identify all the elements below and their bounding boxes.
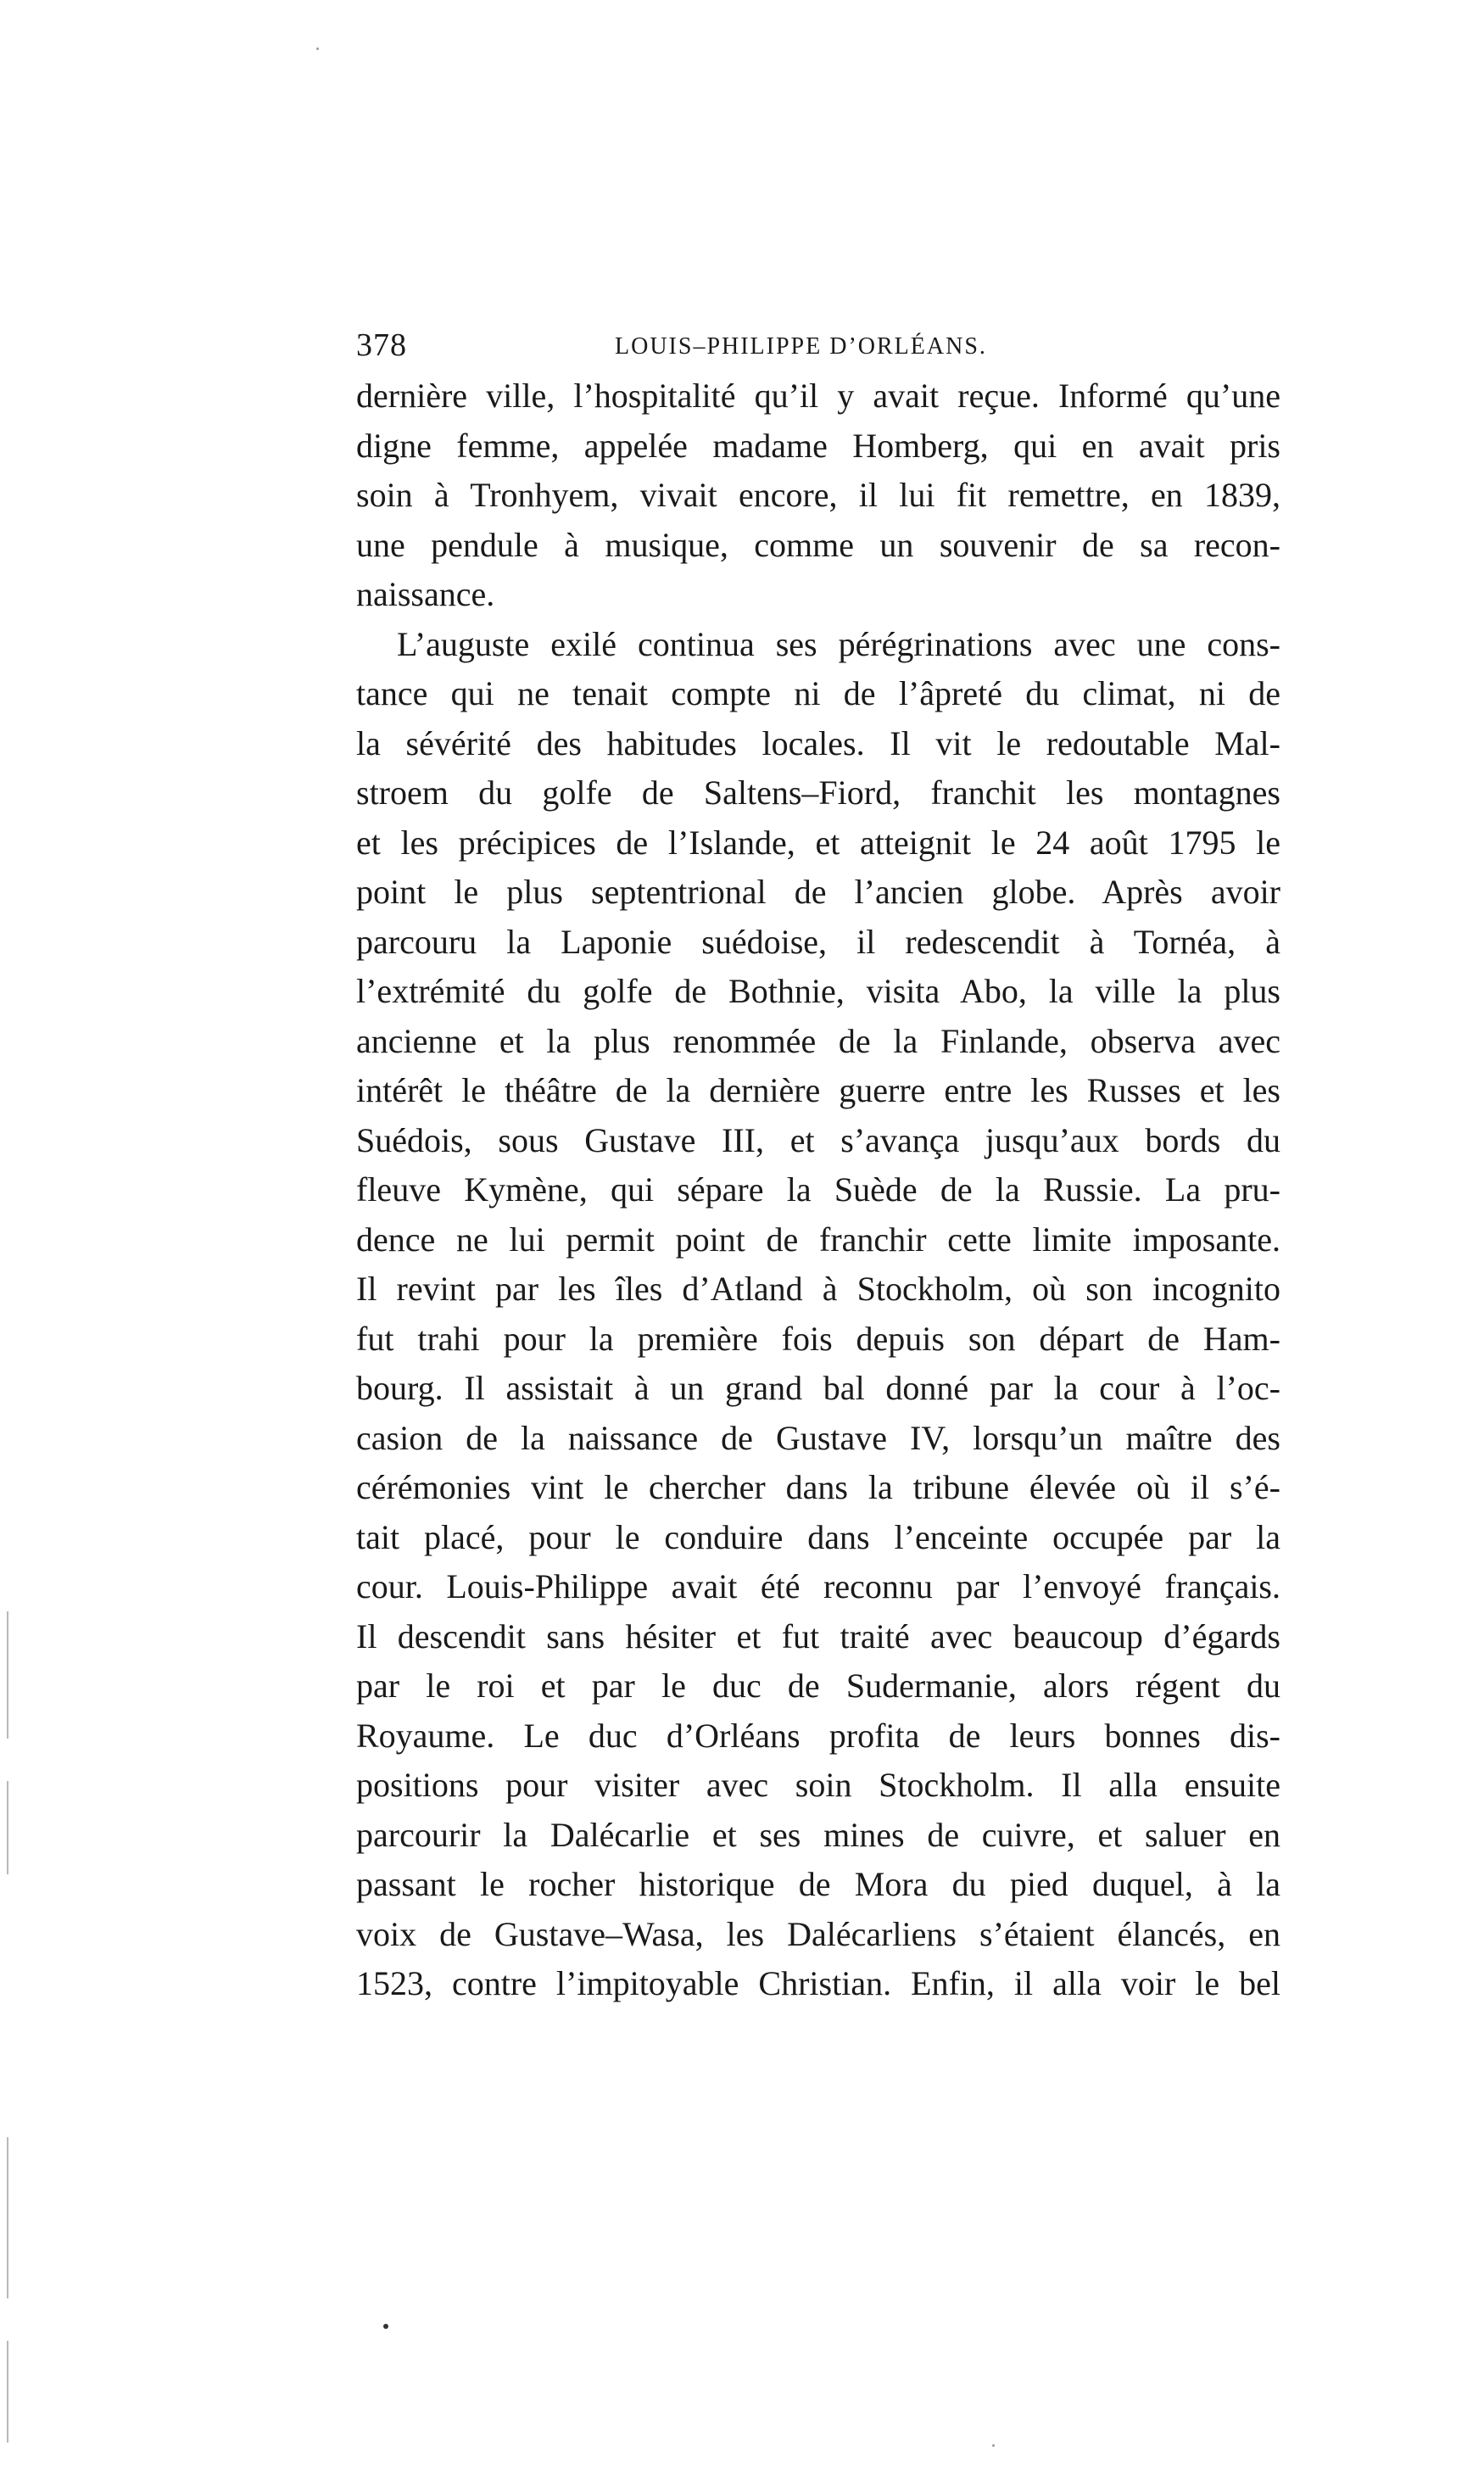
text-line: la sévérité des habitudes locales. Il vit le redoutable Mal- <box>356 723 1280 762</box>
text-line: dernière ville, l’hospitalité qu’il y avait reçue. Informé qu’une <box>356 377 1280 415</box>
text-line: tait placé, pour le conduire dans l’enceinte occupée par la <box>356 1517 1280 1556</box>
scan-speck <box>992 2444 995 2447</box>
text-line: fleuve Kymène, qui sépare la Suède de la Russie. La pru- <box>356 1170 1280 1209</box>
text-line: tance qui ne tenait compte ni de l’âpreté du climat, ni de <box>356 674 1280 712</box>
text-line: positions pour visiter avec soin Stockholm. Il alla ensuite <box>356 1766 1280 1804</box>
text-line: et les précipices de l’Islande, et atteignit le 24 août 1795 le <box>356 823 1280 862</box>
text-line: l’extrémité du golfe de Bothnie, visita Abo, la ville la plus <box>356 972 1280 1010</box>
text-line: bourg. Il assistait à un grand bal donné par la cour à l’oc- <box>356 1369 1280 1407</box>
text-line: casion de la naissance de Gustave IV, lorsqu’un maître des <box>356 1418 1280 1457</box>
scan-edge-line <box>7 2137 8 2298</box>
text-line: une pendule à musique, comme un souvenir de sa recon- <box>356 525 1280 564</box>
scan-edge-line <box>7 1781 8 1874</box>
scan-speck <box>316 47 319 50</box>
text-line: L’auguste exilé continua ses pérégrinations avec une cons- <box>397 624 1280 663</box>
text-line: digne femme, appelée madame Homberg, qui en avait pris <box>356 426 1280 465</box>
text-line: fut trahi pour la première fois depuis son départ de Ham- <box>356 1319 1280 1358</box>
text-line: Il descendit sans hésiter et fut traité avec beaucoup d’égards <box>356 1616 1280 1655</box>
text-line: ancienne et la plus renommée de la Finlande, observa avec <box>356 1021 1280 1060</box>
text-line: soin à Tronhyem, vivait encore, il lui fit remettre, en 1839, <box>356 476 1280 514</box>
text-line: Royaume. Le duc d’Orléans profita de leurs bonnes dis- <box>356 1716 1280 1755</box>
body-text <box>356 371 1280 2009</box>
text-line: voix de Gustave–Wasa, les Dalécarliens s’étaient élancés, en <box>356 1914 1280 1953</box>
text-line: point le plus septentrional de l’ancien globe. Après avoir <box>356 873 1280 911</box>
text-line: parcourir la Dalécarlie et ses mines de cuivre, et saluer en <box>356 1815 1280 1854</box>
text-line: Suédois, sous Gustave III, et s’avança jusqu’aux bords du <box>356 1120 1280 1159</box>
text-line: Il revint par les îles d’Atland à Stockholm, où son incognito <box>356 1270 1280 1308</box>
running-title: LOUIS–PHILIPPE D’ORLÉANS. <box>615 333 987 360</box>
page-number: 378 <box>356 327 407 363</box>
text-line: dence ne lui permit point de franchir cette limite imposante. <box>356 1220 1280 1259</box>
scan-speck <box>383 2324 388 2329</box>
text-line: parcouru la Laponie suédoise, il redescendit à Tornéa, à <box>356 922 1280 961</box>
text-line: stroem du golfe de Saltens–Fiord, franchit les montagnes <box>356 773 1280 812</box>
running-head <box>356 327 1280 371</box>
text-line: naissance. <box>356 575 495 613</box>
scan-edge-line <box>7 1611 8 1739</box>
text-line: passant le rocher historique de Mora du pied duquel, à la <box>356 1865 1280 1903</box>
text-line: par le roi et par le duc de Sudermanie, alors régent du <box>356 1667 1280 1705</box>
text-line: cérémonies vint le chercher dans la tribune élevée où il s’é- <box>356 1468 1280 1506</box>
text-line: 1523, contre l’impitoyable Christian. Enfin, il alla voir le bel <box>356 1964 1280 2002</box>
text-line: intérêt le théâtre de la dernière guerre entre les Russes et les <box>356 1071 1280 1109</box>
scan-edge-line <box>7 2341 8 2443</box>
text-line: cour. Louis-Philippe avait été reconnu par l’envoyé français. <box>356 1567 1280 1605</box>
